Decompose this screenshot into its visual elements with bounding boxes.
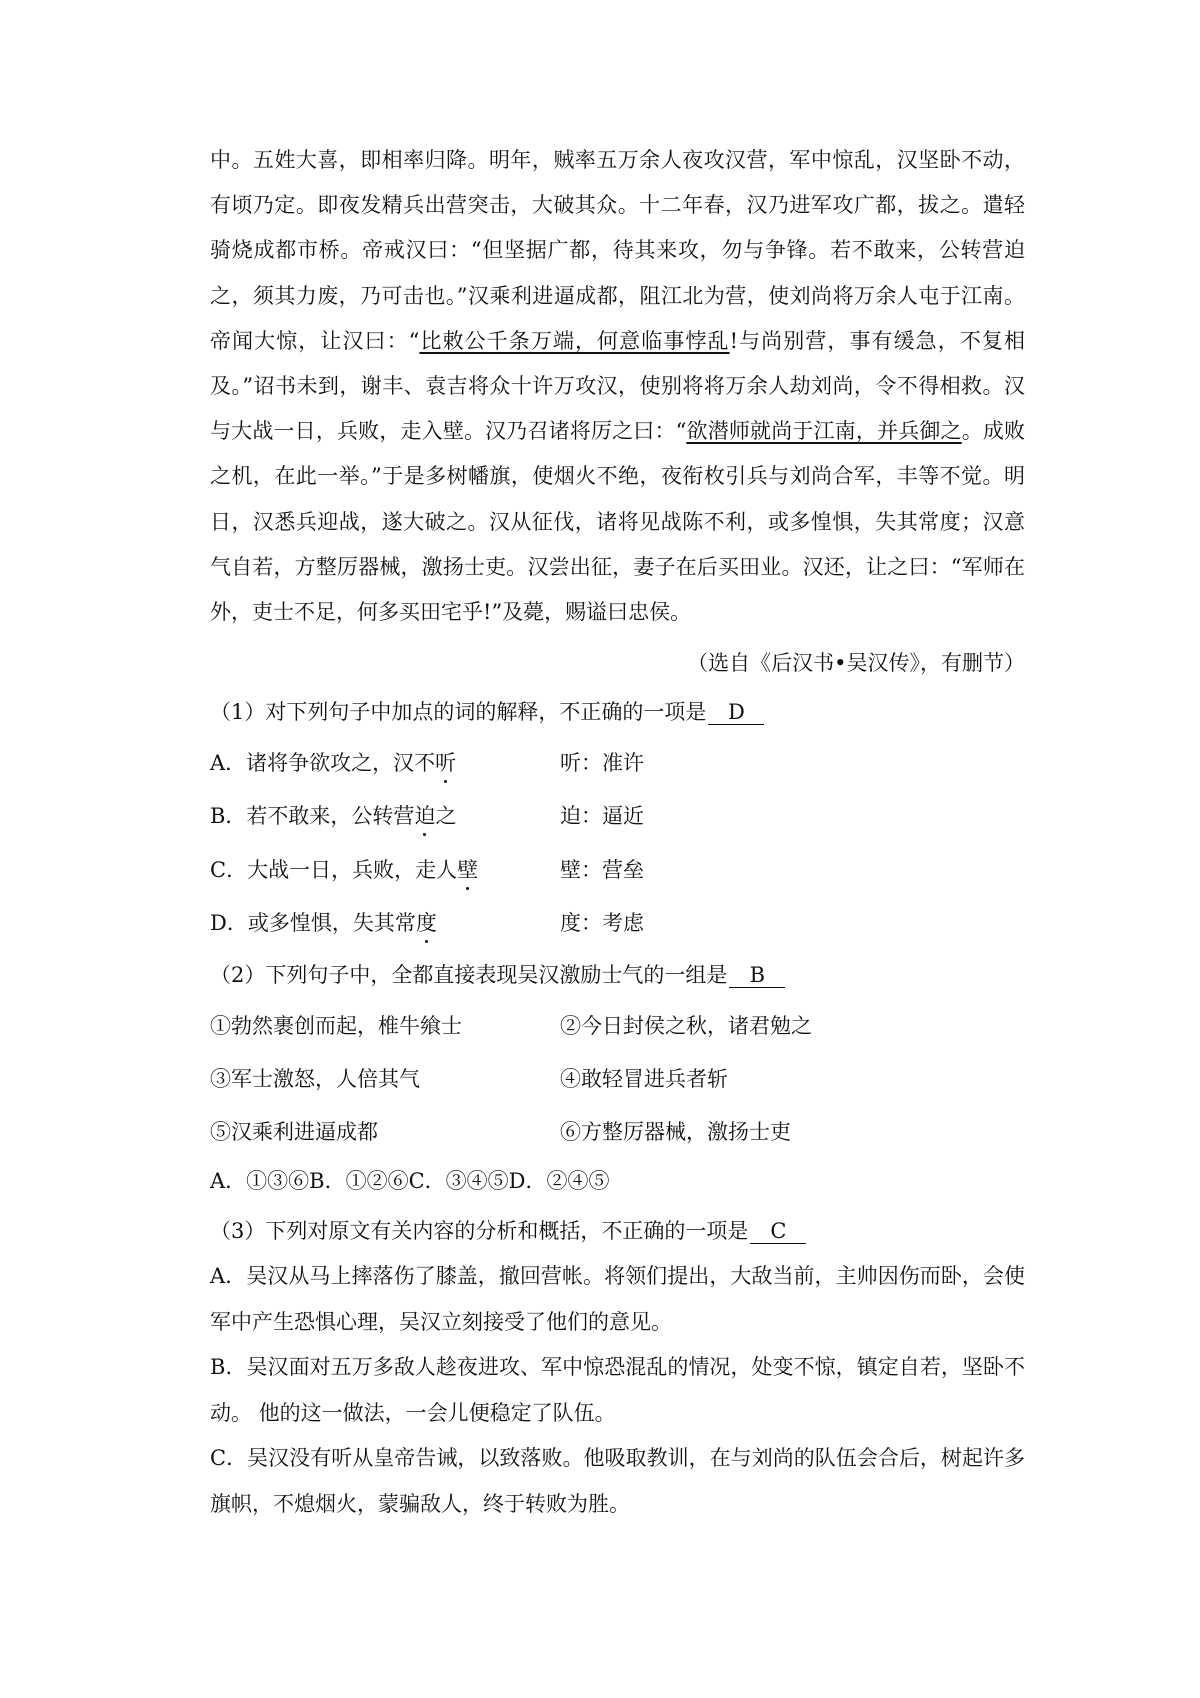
question-1-stem: （1）对下列句子中加点的词的解释，不正确的一项是 D — [210, 690, 1025, 735]
list-item: ①勃然裹创而起，椎牛飨士 — [210, 1013, 462, 1038]
exam-page — [210, 138, 1025, 1527]
option-gloss: 壁：营垒 — [560, 857, 644, 882]
option-gloss: 听：准许 — [560, 750, 644, 775]
question-2-row — [210, 998, 1025, 1051]
question-1-option-b: B．若不敢来，公转营迫之 迫：逼近 — [210, 789, 1025, 843]
passage-text — [210, 138, 1025, 635]
question-2-answer: B — [729, 963, 785, 988]
question-2-row — [210, 1051, 1025, 1104]
list-item: ⑤汉乘利进逼成都 — [210, 1119, 378, 1144]
passage-part-2: !与尚别营，事有缓急，不复相及。”诏书未到，谢丰、袁吉将众十许万攻汉，使别将将万余人劫刘尚，令不得相救。汉与大战一日，兵败，走入壁。汉乃召诸将厉之曰：“ — [210, 328, 1025, 444]
question-3-option-a: A．吴汉从马上摔落伤了膝盖，撤回营帐。将领们提出，大敌当前，主帅因伤而卧，会使军中产生恐惧心理，吴汉立刻接受了他们的意见。 — [210, 1264, 1025, 1334]
dotted-word: 壁 — [457, 854, 478, 884]
list-item: ③军士激怒，人倍其气 — [210, 1066, 420, 1091]
question-2-row — [210, 1104, 1025, 1157]
question-3-stem: （3）下列对原文有关内容的分析和概括，不正确的一项是 C — [210, 1209, 1025, 1254]
list-item: ②今日封侯之秋，诸君勉之 — [560, 1013, 812, 1038]
question-2-choices: A．①③⑥B．①②⑥C．③④⑤D．②④⑤ — [210, 1169, 610, 1194]
passage-source: （选自《后汉书•吴汉传》，有删节） — [687, 651, 1025, 676]
question-2-stem: （2）下列句子中，全都直接表现吴汉激励士气的一组是 B — [210, 953, 1025, 998]
dotted-word: 迫 — [414, 800, 435, 830]
question-3-answer: C — [750, 1219, 806, 1244]
option-gloss: 度：考虑 — [560, 911, 644, 936]
passage-part-3: 。成败之机，在此一举。”于是多树幡旗，使烟火不绝，夜衔枚引兵与刘尚合军，丰等不觉。明日，汉悉兵迎战，遂大破之。汉从征伐，诸将见战陈不利，或多惶惧，失其常度；汉意气自若，方整厉器械，激扬士吏。汉尝出征，妻子在后买田业。汉还，让之曰：“军师在外，吏士不足，何多买田宅乎!”及薨，赐谥曰忠侯。 — [210, 419, 1026, 625]
passage-part-1: 中。五姓大喜，即相率归降。明年，贼率五万余人夜攻汉营，军中惊乱，汉坚卧不动，有顷乃定。即夜发精兵出营突击，大破其众。十二年春，汉乃进军攻广都，拔之。遣轻骑烧成都市桥。帝戒汉曰：“但坚据广都，待其来攻，勿与争锋。若不敢来，公转营迫之，须其力废，乃可击也。”汉乘利进逼成都，阻江北为营，使刘尚将万余人屯于江南。帝闻大惊，让汉曰：“ — [210, 148, 1025, 353]
dotted-word: 听 — [435, 747, 456, 777]
list-item: ⑥方整厉器械，激扬士吏 — [560, 1119, 791, 1144]
underlined-sentence-2: 欲潜师就尚于江南，并兵御之 — [686, 419, 962, 444]
option-gloss: 迫：逼近 — [560, 804, 644, 829]
question-1-option-d: D．或多惶惧，失其常度 度：考虑 — [210, 896, 1025, 950]
question-3-option-c: C．吴汉没有听从皇帝告诫，以致落败。他吸取教训，在与刘尚的队伍会合后，树起许多旗帜，不熄烟火，蒙骗敌人，终于转败为胜。 — [210, 1446, 1025, 1516]
list-item: ④敢轻冒进兵者斩 — [560, 1066, 728, 1091]
question-2-items — [210, 998, 1025, 1157]
question-1-option-c: C．大战一日，兵败，走人壁 壁：营垒 — [210, 842, 1025, 896]
question-3-option-b: B．吴汉面对五万多敌人趁夜进攻、军中惊恐混乱的情况，处变不惊，镇定自若，坚卧不动。 他的这一做法，一会儿便稳定了队伍。 — [210, 1355, 1025, 1425]
underlined-sentence-1: 比敕公千条万端，何意临事悖乱 — [419, 328, 730, 353]
question-1-answer: D — [708, 700, 764, 725]
question-1-options — [210, 735, 1025, 949]
question-1-option-a: A．诸将争欲攻之，汉不听 听：准许 — [210, 735, 1025, 789]
dotted-word: 度 — [416, 907, 437, 937]
